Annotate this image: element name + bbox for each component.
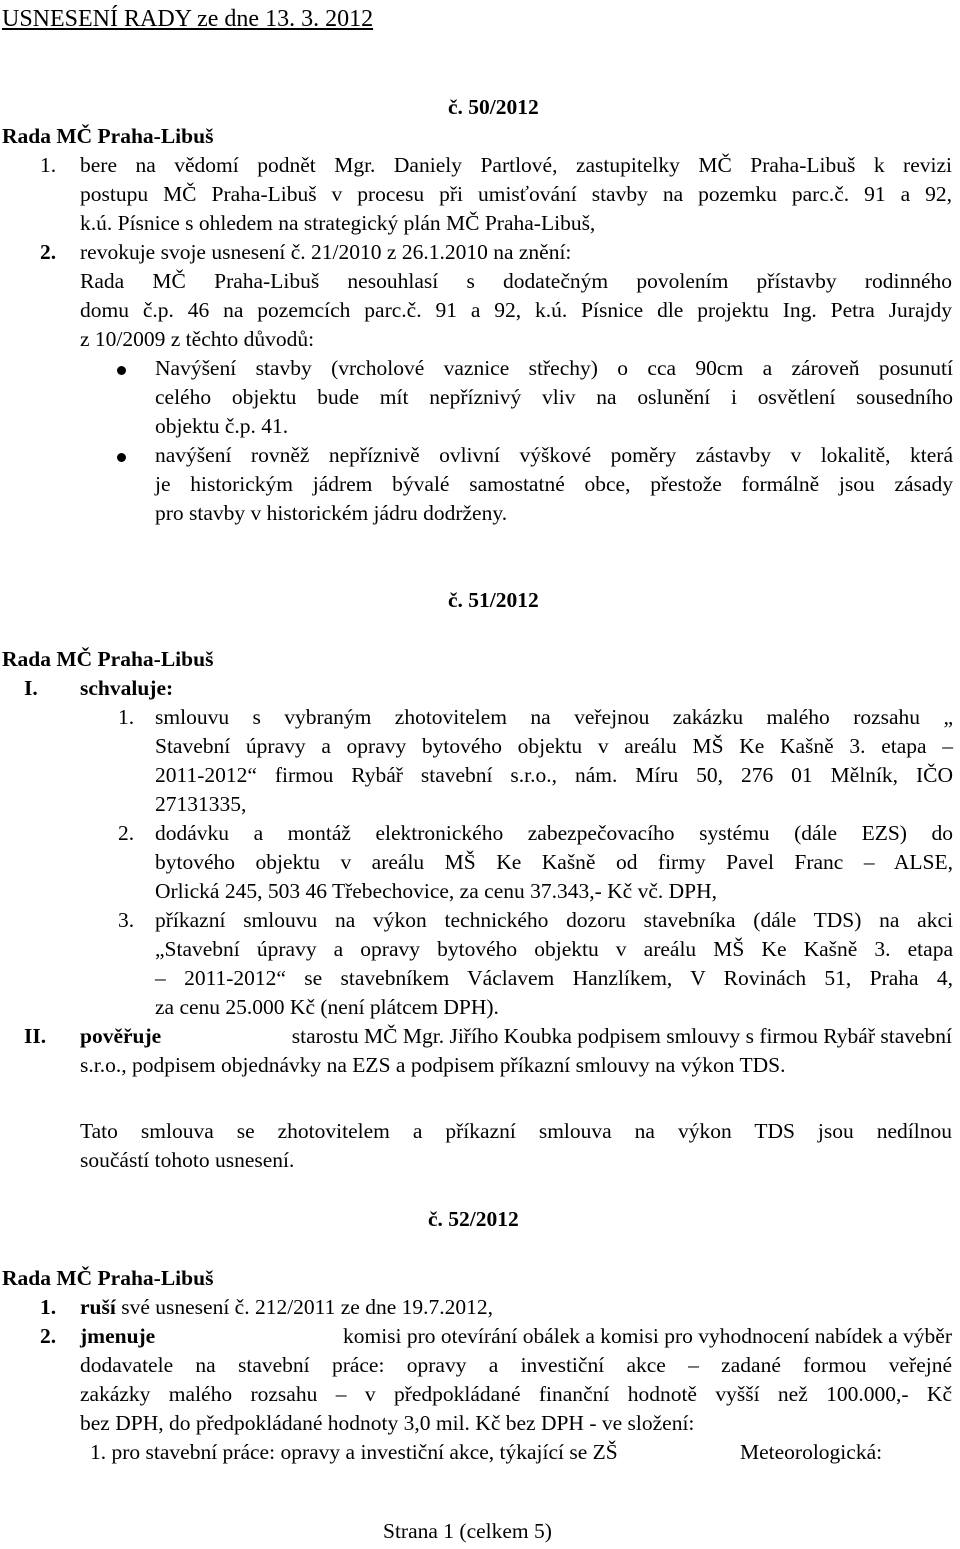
document-header: USNESENÍ RADY ze dne 13. 3. 2012 bbox=[2, 6, 374, 32]
text-line: Orlická 245, 503 46 Třebechovice, za cenu 37.343,- Kč vč. DPH, bbox=[155, 879, 718, 903]
sub-item-end: Meteorologická: bbox=[740, 1440, 883, 1464]
bullet-text: navýšení rovněž nepříznivě ovlivní výškové poměry zástavby v lokalitě, která bbox=[155, 443, 953, 467]
council-heading: Rada MČ Praha-Libuš bbox=[2, 1266, 214, 1290]
roman-numeral: II. bbox=[24, 1024, 47, 1048]
bullet-text: pro stavby v historickém jádru dodrženy. bbox=[155, 501, 508, 525]
resolution-number-51: č. 51/2012 bbox=[448, 588, 539, 612]
bullet-text: celého objektu bude mít nepříznivý vliv na oslunění i osvětlení sousedního bbox=[155, 385, 953, 409]
action-verb: jmenuje bbox=[80, 1324, 156, 1348]
bullet-text: Navýšení stavby (vrcholové vaznice střechy) o cca 90cm a zároveň posunutí bbox=[155, 356, 953, 380]
resolution-number-52: č. 52/2012 bbox=[428, 1207, 519, 1231]
sub-item: 1. pro stavební práce: opravy a investiční akce, týkající se ZŠ bbox=[90, 1440, 618, 1464]
text-fragment: své usnesení č. 212/2011 ze dne 19.7.2012, bbox=[121, 1295, 494, 1319]
text-fragment: starostu MČ Mgr. Jiřího Koubka podpisem smlouvy s firmou Rybář stavební bbox=[291, 1024, 952, 1048]
text-line: postupu MČ Praha-Libuš v procesu při umisťování stavby na pozemku parc.č. 91 a 92, bbox=[80, 182, 952, 206]
bullet-icon bbox=[117, 366, 126, 375]
text-line: bez DPH, do předpokládané hodnoty 3,0 mil. Kč bez DPH - ve složení: bbox=[80, 1411, 695, 1435]
text-line: dodávku a montáž elektronického zabezpečovacího systému (dále EZS) do bbox=[155, 821, 953, 845]
text-line: smlouvu s vybraným zhotovitelem na veřejnou zakázku malého rozsahu „ bbox=[155, 705, 953, 729]
text-line: bytového objektu v areálu MŠ Ke Kašně od firmy Pavel Franc – ALSE, bbox=[155, 850, 953, 874]
page-footer: Strana 1 (celkem 5) bbox=[383, 1519, 552, 1543]
bullet-text: objektu č.p. 41. bbox=[155, 414, 289, 438]
action-verb: ruší bbox=[80, 1295, 116, 1319]
bullet-text: je historickým jádrem bývalé samostatné obce, přestože formálně jsou zásady bbox=[155, 472, 953, 496]
text-line bbox=[80, 1024, 952, 1049]
text-line: bere na vědomí podnět Mgr. Daniely Partlové, zastupitelky MČ Praha-Libuš k revizi bbox=[80, 153, 952, 177]
item-number: 3. bbox=[118, 908, 135, 932]
text-line: zakázky malého rozsahu – v předpokládané finanční hodnotě vyšší než 100.000,- Kč bbox=[80, 1382, 952, 1406]
text-line: – 2011-2012“ se stavebníkem Václavem Hanzlíkem, V Rovinách 51, Praha 4, bbox=[155, 966, 953, 990]
section-heading: schvaluje: bbox=[80, 676, 174, 700]
bullet-icon bbox=[117, 453, 126, 462]
text-line: za cenu 25.000 Kč (není plátcem DPH). bbox=[155, 995, 499, 1019]
resolution-number-50: č. 50/2012 bbox=[448, 95, 539, 119]
item-number: 1. bbox=[118, 705, 135, 729]
text-line: Stavební úpravy a opravy bytového objektu v areálu MŠ Ke Kašně 3. etapa – bbox=[155, 734, 953, 758]
item-number: 2. bbox=[40, 240, 57, 264]
council-heading: Rada MČ Praha-Libuš bbox=[2, 124, 214, 148]
action-verb: pověřuje bbox=[80, 1024, 162, 1048]
text-line: Rada MČ Praha-Libuš nesouhlasí s dodatečným povolením přístavby rodinného bbox=[80, 269, 952, 293]
roman-numeral: I. bbox=[24, 676, 38, 700]
text-line: revokuje svoje usnesení č. 21/2010 z 26.1.2010 na znění: bbox=[80, 240, 572, 264]
text-line: z 10/2009 z těchto důvodů: bbox=[80, 327, 315, 351]
text-line bbox=[80, 1295, 493, 1320]
text-line: „Stavební úpravy a opravy bytového objektu v areálu MŠ Ke Kašně 3. etapa bbox=[155, 937, 953, 961]
item-number: 2. bbox=[40, 1324, 57, 1348]
text-line: s.r.o., podpisem objednávky na EZS a podpisem příkazní smlouvy na výkon TDS. bbox=[80, 1053, 786, 1077]
text-fragment: komisi pro otevírání obálek a komisi pro vyhodnocení nabídek a výběr bbox=[342, 1324, 952, 1348]
text-line: dodavatele na stavební práce: opravy a investiční akce – zadané formou veřejné bbox=[80, 1353, 952, 1377]
text-line: 2011-2012“ firmou Rybář stavební s.r.o., nám. Míru 50, 276 01 Mělník, IČO bbox=[155, 763, 953, 787]
text-line: příkazní smlouvu na výkon technického dozoru stavebníka (dále TDS) na akci bbox=[155, 908, 953, 932]
text-line: domu č.p. 46 na pozemcích parc.č. 91 a 92, k.ú. Písnice dle projektu Ing. Petra Jurajdy bbox=[80, 298, 952, 322]
text-line: 27131335, bbox=[155, 792, 247, 816]
note-line: součástí tohoto usnesení. bbox=[80, 1148, 295, 1172]
council-heading: Rada MČ Praha-Libuš bbox=[2, 647, 214, 671]
text-line: k.ú. Písnice s ohledem na strategický plán MČ Praha-Libuš, bbox=[80, 211, 596, 235]
item-number: 1. bbox=[40, 153, 57, 177]
item-number: 1. bbox=[40, 1295, 57, 1319]
item-number: 2. bbox=[118, 821, 135, 845]
text-line bbox=[80, 1324, 952, 1349]
note-line: Tato smlouva se zhotovitelem a příkazní smlouva na výkon TDS jsou nedílnou bbox=[80, 1119, 952, 1143]
